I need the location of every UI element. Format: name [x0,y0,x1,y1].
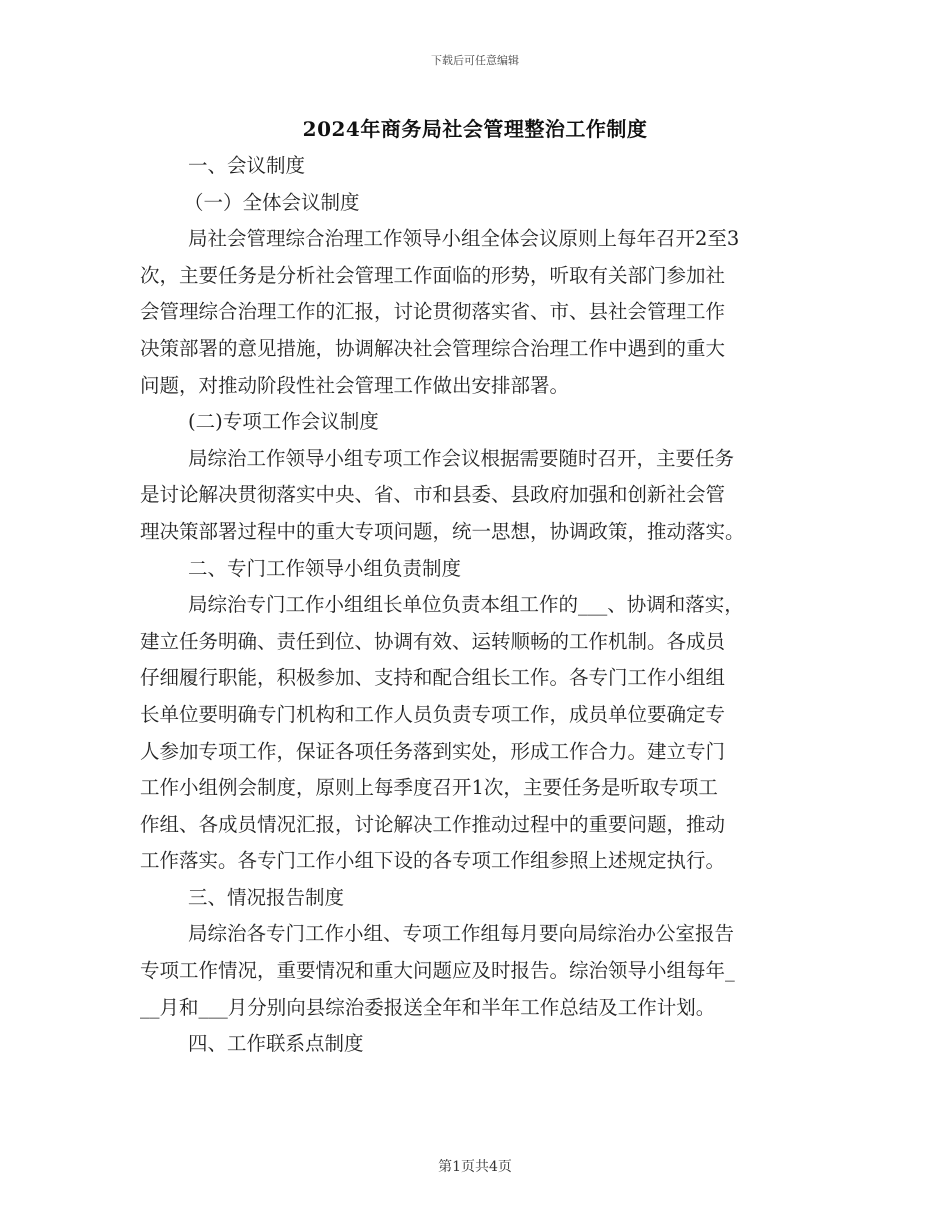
body-text-line: 问题，对推动阶段性社会管理工作做出安排部署。 [140,373,570,397]
body-text-line: 理决策部署过程中的重大专项问题，统一思想，协调政策，推动落实。 [140,519,745,543]
body-text-line: 仔细履行职能，积极参加、支持和配合组长工作。各专门工作小组组 [140,666,726,690]
body-text-line: 人参加专项工作，保证各项任务落到实处，形成工作合力。建立专门 [140,739,726,763]
body-text-line: __月和___月分别向县综治委报送全年和半年工作总结及工作计划。 [140,995,716,1019]
body-text-line: 四、工作联系点制度 [188,1032,364,1056]
body-text-line: 建立任务明确、责任到位、协调有效、运转顺畅的工作机制。各成员 [140,629,726,653]
body-text-line: 局社会管理综合治理工作领导小组全体会议原则上每年召开2至3 [188,227,740,251]
body-text-line: 局综治各专门工作小组、专项工作组每月要向局综治办公室报告 [188,922,735,946]
body-text-line: 一、会议制度 [188,154,306,177]
body-text-line: 工作小组例会制度，原则上每季度召开1次，主要任务是听取专项工 [140,776,718,800]
body-text-line: 局综治专门工作小组组长单位负责本组工作的___、协调和落实， [188,593,744,617]
body-text-line: 长单位要明确专门机构和工作人员负责专项工作，成员单位要确定专 [140,702,726,726]
body-text-line: 专项工作情况，重要情况和重大问题应及时报告。综治领导小组每年_ [140,959,735,983]
body-text-line: 局综治工作领导小组专项工作会议根据需要随时召开，主要任务 [188,446,735,470]
body-text-line: 二、专门工作领导小组负责制度 [188,556,462,580]
body-text-line: 三、情况报告制度 [188,885,345,909]
body-text-line: 是讨论解决贯彻落实中央、省、市和县委、县政府加强和创新社会管 [140,483,726,507]
document-body [140,148,810,1063]
body-text-line: 次，主要任务是分析社会管理工作面临的形势，听取有关部门参加社 [140,263,726,287]
body-text-line: (二)专项工作会议制度 [188,410,379,434]
body-text-line: 决策部署的意见措施，协调解决社会管理综合治理工作中遇到的重大 [140,336,726,360]
body-text-line: （一）全体会议制度 [184,190,360,214]
page-header: 下载后可任意编辑 [431,54,519,67]
body-text-line: 会管理综合治理工作的汇报，讨论贯彻落实省、市、县社会管理工作 [140,300,726,324]
document-title: 2024年商务局社会管理整治工作制度 [302,117,648,141]
body-text-line: 作组、各成员情况汇报，讨论解决工作推动过程中的重要问题，推动 [140,812,726,836]
page-number-footer: 第1页共4页 [438,1159,512,1175]
body-text-line: 工作落实。各专门工作小组下设的各专项工作组参照上述规定执行。 [140,849,726,873]
